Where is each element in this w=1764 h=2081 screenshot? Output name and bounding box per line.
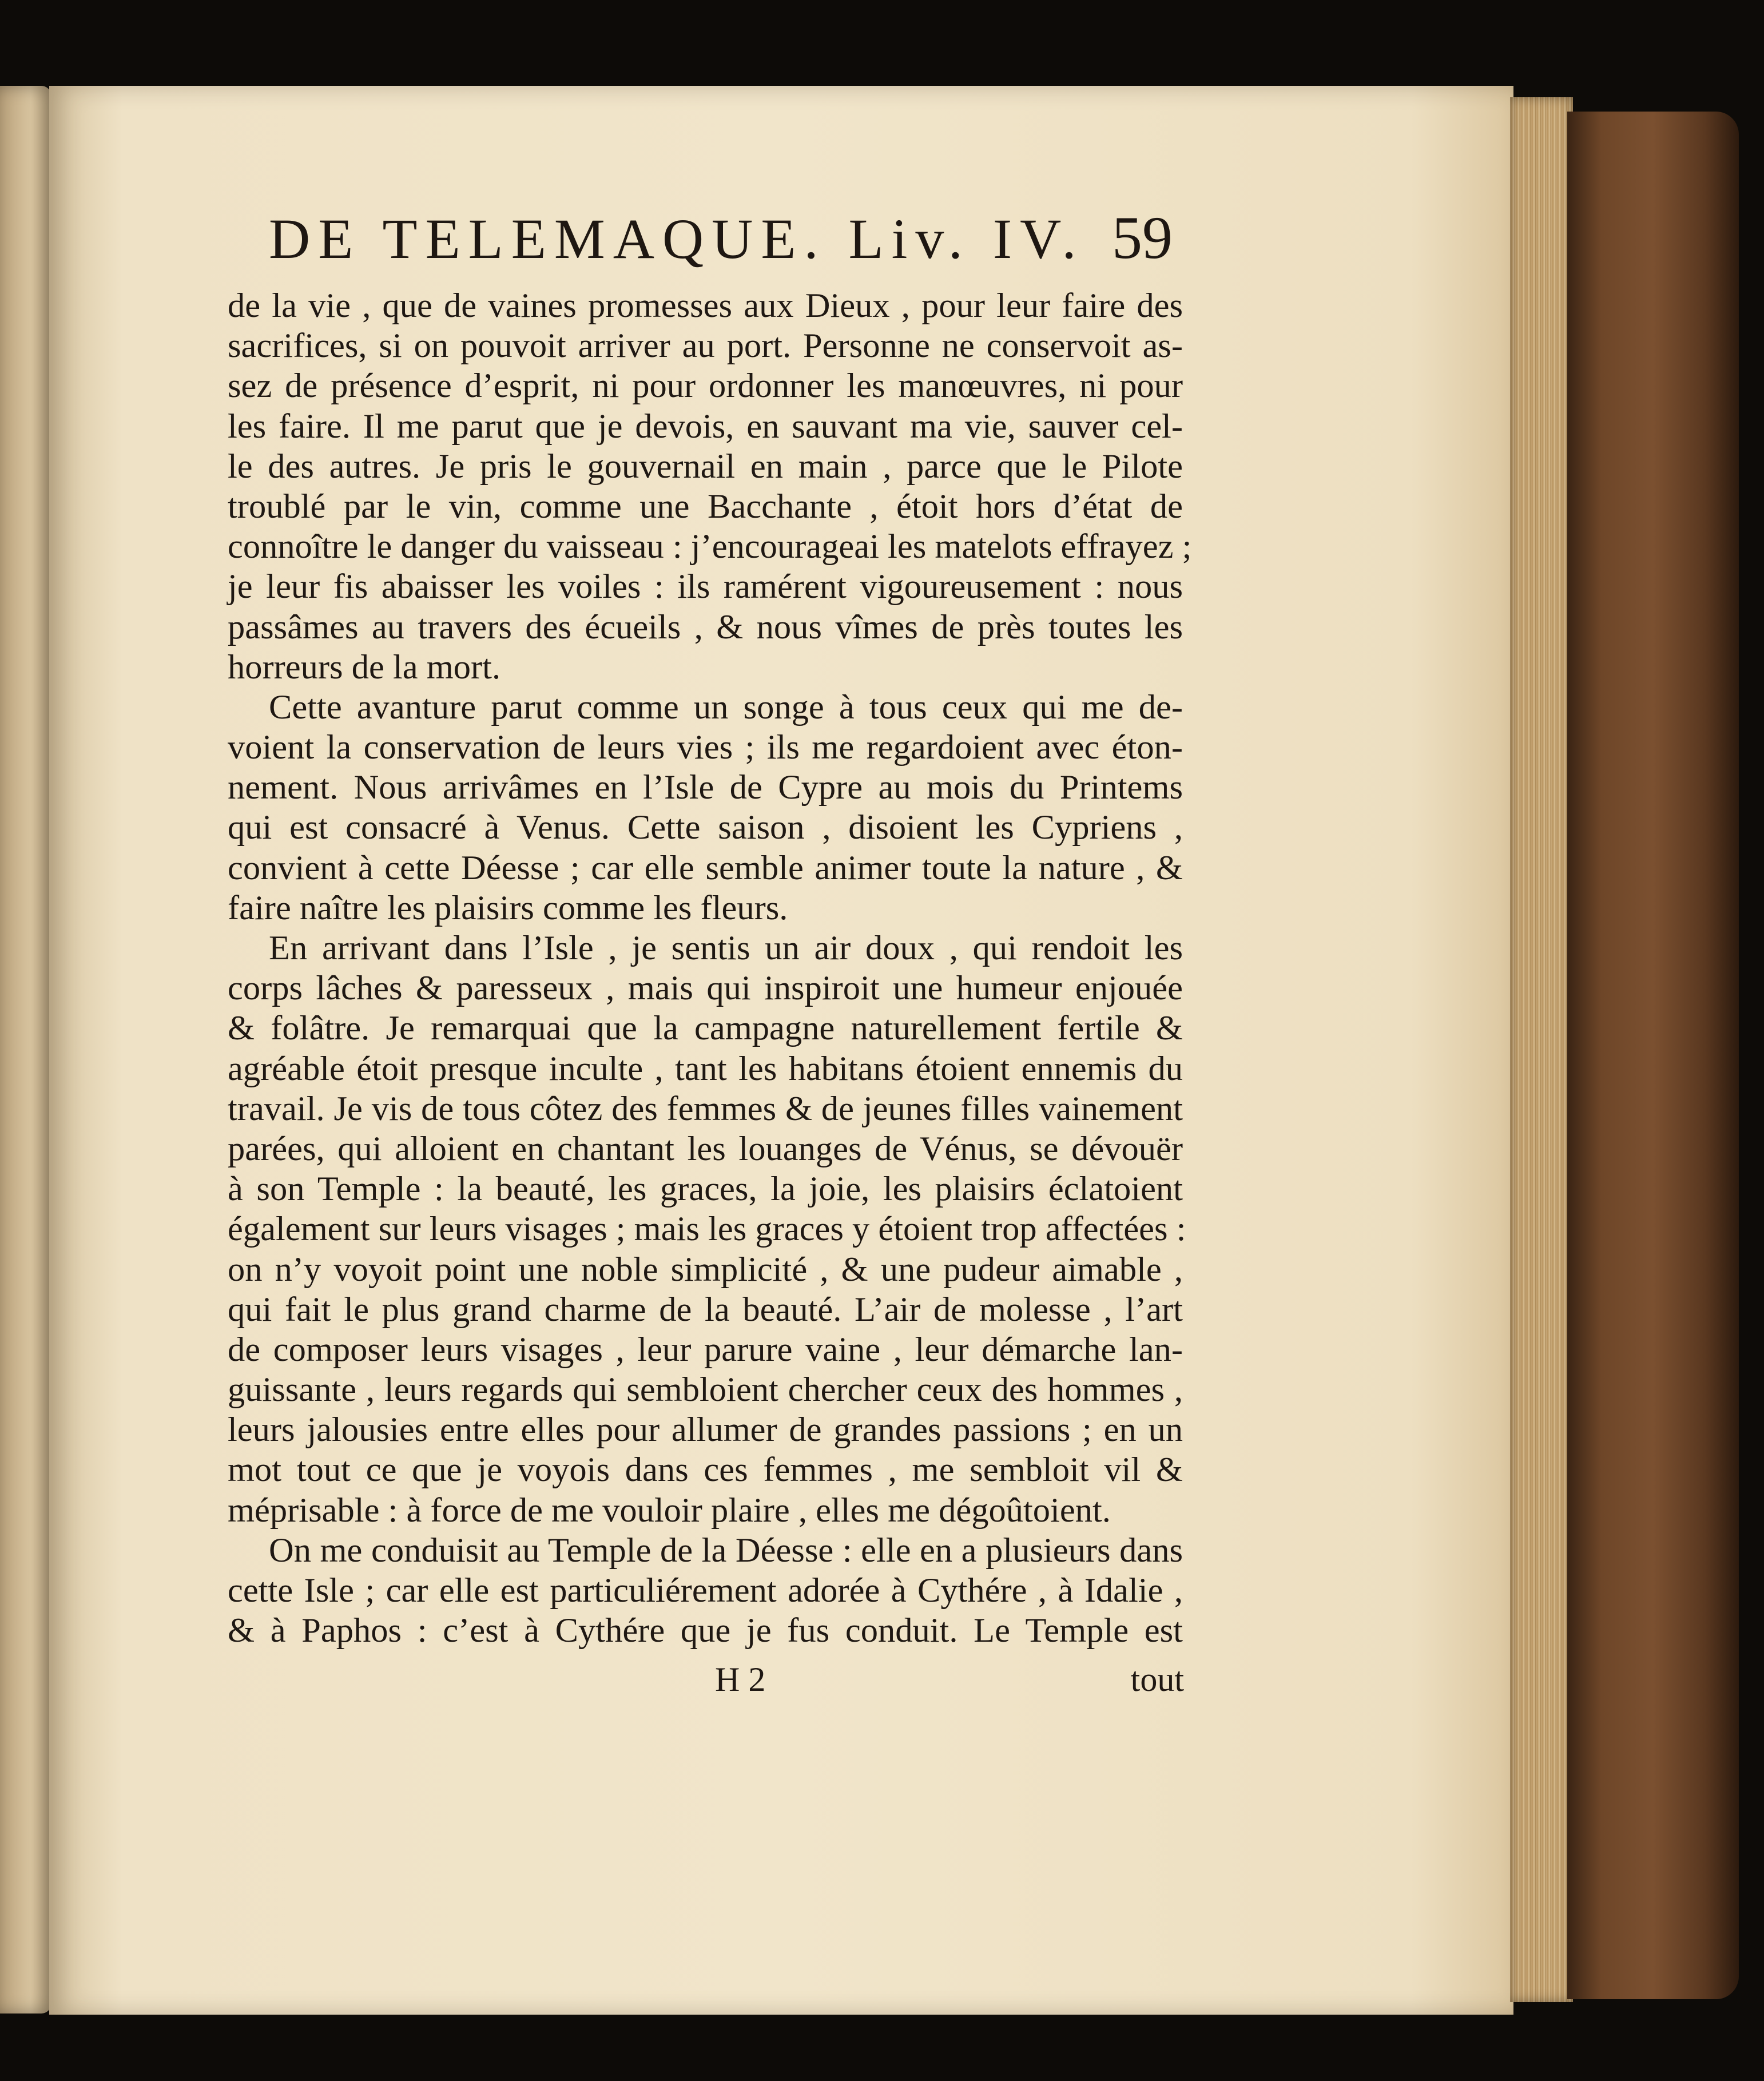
text-line: & folâtre. Je remarquai que la campagne naturellement fertile & [228, 1009, 1183, 1048]
body-text [228, 286, 1192, 1651]
text-line: le des autres. Je pris le gouvernail en main , parce que le Pilote [228, 447, 1183, 486]
text-line: faire naître les plaisirs comme les fleurs. [228, 888, 788, 927]
catchword: tout [1130, 1661, 1184, 1698]
page-number: 59 [1112, 204, 1173, 271]
text-line: mot tout ce que je voyois dans ces femmes , me sembloit vil & [228, 1451, 1183, 1490]
signature-mark: H 2 [715, 1661, 766, 1698]
text-line: cette Isle ; car elle est particuliérement adorée à Cythére , à Idalie , [228, 1571, 1183, 1610]
text-line: connoître le danger du vaisseau : j’encourageai les matelots effrayez ; [228, 527, 1192, 566]
text-line: je leur fis abaisser les voiles : ils ramérent vigoureusement : nous [228, 567, 1183, 606]
text-line: corps lâches & paresseux , mais qui inspiroit une humeur enjouée [228, 969, 1183, 1008]
text-line: qui est consacré à Venus. Cette saison , disoient les Cypriens , [228, 808, 1183, 847]
previous-page-edge [0, 86, 51, 2014]
text-line: troublé par le vin, comme une Bacchante , étoit hors d’état de [228, 487, 1183, 526]
text-line: de composer leurs visages , leur parure vaine , leur démarche lan- [228, 1330, 1183, 1369]
text-line: sacrifices, si on pouvoit arriver au port. Personne ne conservoit as- [228, 327, 1183, 366]
text-line: Cette avanture parut comme un songe à tous ceux qui me de- [269, 688, 1183, 726]
text-line: qui fait le plus grand charme de la beauté. L’air de molesse , l’art [228, 1290, 1183, 1329]
text-line: On me conduisit au Temple de la Déesse : elle en a plusieurs dans [269, 1531, 1183, 1570]
text-line: également sur leurs visages ; mais les graces y étoient trop affectées : [228, 1210, 1186, 1249]
text-line: nement. Nous arrivâmes en l’Isle de Cypre au mois du Printems [228, 768, 1183, 807]
text-line: horreurs de la mort. [228, 648, 501, 686]
text-line: à son Temple : la beauté, les graces, la joie, les plaisirs éclatoient [228, 1170, 1183, 1209]
text-line: guissante , leurs regards qui sembloient chercher ceux des hommes , [228, 1371, 1183, 1409]
text-line: voient la conservation de leurs vies ; ils me regardoient avec éton- [228, 728, 1183, 767]
leather-binding [1567, 112, 1739, 1999]
text-line: passâmes au travers des écueils , & nous vîmes de près toutes les [228, 607, 1183, 646]
page-block-edge [1510, 97, 1573, 2002]
text-line: leurs jalousies entre elles pour allumer de grandes passions ; en un [228, 1411, 1183, 1449]
text-line: & à Paphos : c’est à Cythére que je fus conduit. Le Temple est [228, 1611, 1183, 1650]
text-line: travail. Je vis de tous côtez des femmes & de jeunes filles vainement [228, 1089, 1183, 1128]
text-line: méprisable : à force de me vouloir plaire , elles me dégoûtoient. [228, 1491, 1111, 1530]
text-line: parées, qui alloient en chantant les louanges de Vénus, se dévouër [228, 1129, 1183, 1168]
text-line: convient à cette Déesse ; car elle semble animer toute la nature , & [228, 848, 1183, 887]
text-line: En arrivant dans l’Isle , je sentis un air doux , qui rendoit les [269, 929, 1183, 967]
text-line: on n’y voyoit point une noble simplicité , & une pudeur aimable , [228, 1250, 1183, 1289]
text-line: sez de présence d’esprit, ni pour ordonner les manœuvres, ni pour [228, 367, 1183, 406]
text-line: les faire. Il me parut que je devois, en sauvant ma vie, sauver cel- [228, 407, 1183, 446]
running-title: DE TELEMAQUE. Liv. IV. [269, 207, 1084, 271]
text-line: de la vie , que de vaines promesses aux Dieux , pour leur faire des [228, 287, 1183, 325]
text-line: agréable étoit presque inculte , tant les habitans étoient ennemis du [228, 1049, 1183, 1088]
